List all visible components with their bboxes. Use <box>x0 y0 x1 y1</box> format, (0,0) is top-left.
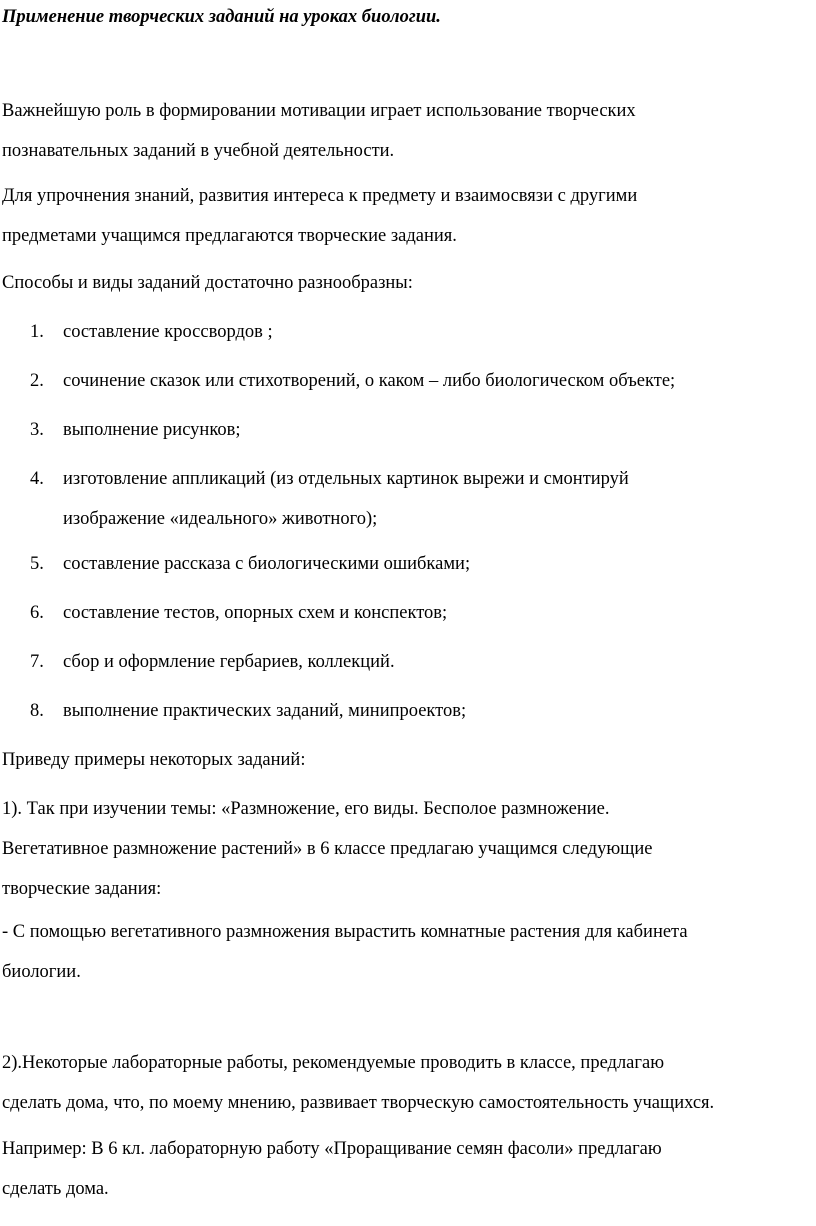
intro-line-1: Важнейшую роль в формировании мотивации играет использование творческих <box>2 101 636 121</box>
examples-heading <box>2 740 812 780</box>
example-2-detail-line-2: сделать дома. <box>2 1179 109 1199</box>
list-item-number: 5. <box>30 554 44 574</box>
list-item-number: 4. <box>30 469 44 489</box>
example-1-task-line-2: биологии. <box>2 962 81 982</box>
list-item-text <box>63 410 241 450</box>
purpose-paragraph <box>2 176 812 256</box>
list-item-text <box>63 544 470 584</box>
list-item-line: выполнение рисунков; <box>63 420 241 440</box>
methods-heading-text: Способы и виды заданий достаточно разнообразны: <box>2 273 413 293</box>
example-1-line-1: 1). Так при изучении темы: «Размножение, его виды. Бесполое размножение. <box>2 799 610 819</box>
example-2-line-2: сделать дома, что, по моему мнению, развивает творческую самостоятельность учащихся. <box>2 1093 715 1113</box>
list-item-text <box>63 312 273 352</box>
list-item-line: сбор и оформление гербариев, коллекций. <box>63 652 395 672</box>
intro-paragraph <box>2 91 812 171</box>
list-item-number: 1. <box>30 322 44 342</box>
examples-heading-text: Приведу примеры некоторых заданий: <box>2 750 306 770</box>
list-item-text <box>63 361 675 401</box>
list-item-line: составление тестов, опорных схем и конспектов; <box>63 603 448 623</box>
example-1-line-2: Вегетативное размножение растений» в 6 классе предлагаю учащимся следующие <box>2 839 653 859</box>
list-item-line: изготовление аппликаций (из отдельных картинок вырежи и смонтируй <box>63 469 629 489</box>
list-item-text <box>63 691 466 731</box>
list-item-line: изображение «идеального» животного); <box>63 509 378 529</box>
list-item-number: 7. <box>30 652 44 672</box>
list-item-text <box>63 459 629 539</box>
example-2-detail <box>2 1129 812 1209</box>
list-item-line: составление кроссвордов ; <box>63 322 273 342</box>
example-2-detail-line-1: Например: В 6 кл. лабораторную работу «Проращивание семян фасоли» предлагаю <box>2 1139 662 1159</box>
list-item-number: 6. <box>30 603 44 623</box>
example-1-line-3: творческие задания: <box>2 879 162 899</box>
example-1-paragraph <box>2 789 812 909</box>
list-item-text <box>63 642 395 682</box>
methods-heading <box>2 263 812 303</box>
example-2-paragraph <box>2 1043 812 1123</box>
intro-line-2: познавательных заданий в учебной деятельности. <box>2 141 395 161</box>
purpose-line-1: Для упрочнения знаний, развития интереса к предмету и взаимосвязи с другими <box>2 186 638 206</box>
list-item-text <box>63 593 447 633</box>
list-item-number: 2. <box>30 371 44 391</box>
purpose-line-2: предметами учащимся предлагаются творческие задания. <box>2 226 457 246</box>
list-item-line: выполнение практических заданий, минипроектов; <box>63 701 467 721</box>
document-title: Применение творческих заданий на уроках биологии. <box>2 7 441 27</box>
example-1-task <box>2 912 812 992</box>
example-2-line-1: 2).Некоторые лабораторные работы, рекомендуемые проводить в классе, предлагаю <box>2 1053 665 1073</box>
list-item-number: 3. <box>30 420 44 440</box>
example-1-task-line-1: - С помощью вегетативного размножения вырастить комнатные растения для кабинета <box>2 922 688 942</box>
list-item-line: составление рассказа с биологическими ошибками; <box>63 554 471 574</box>
list-item-line: сочинение сказок или стихотворений, о каком – либо биологическом объекте; <box>63 371 676 391</box>
list-item-number: 8. <box>30 701 44 721</box>
